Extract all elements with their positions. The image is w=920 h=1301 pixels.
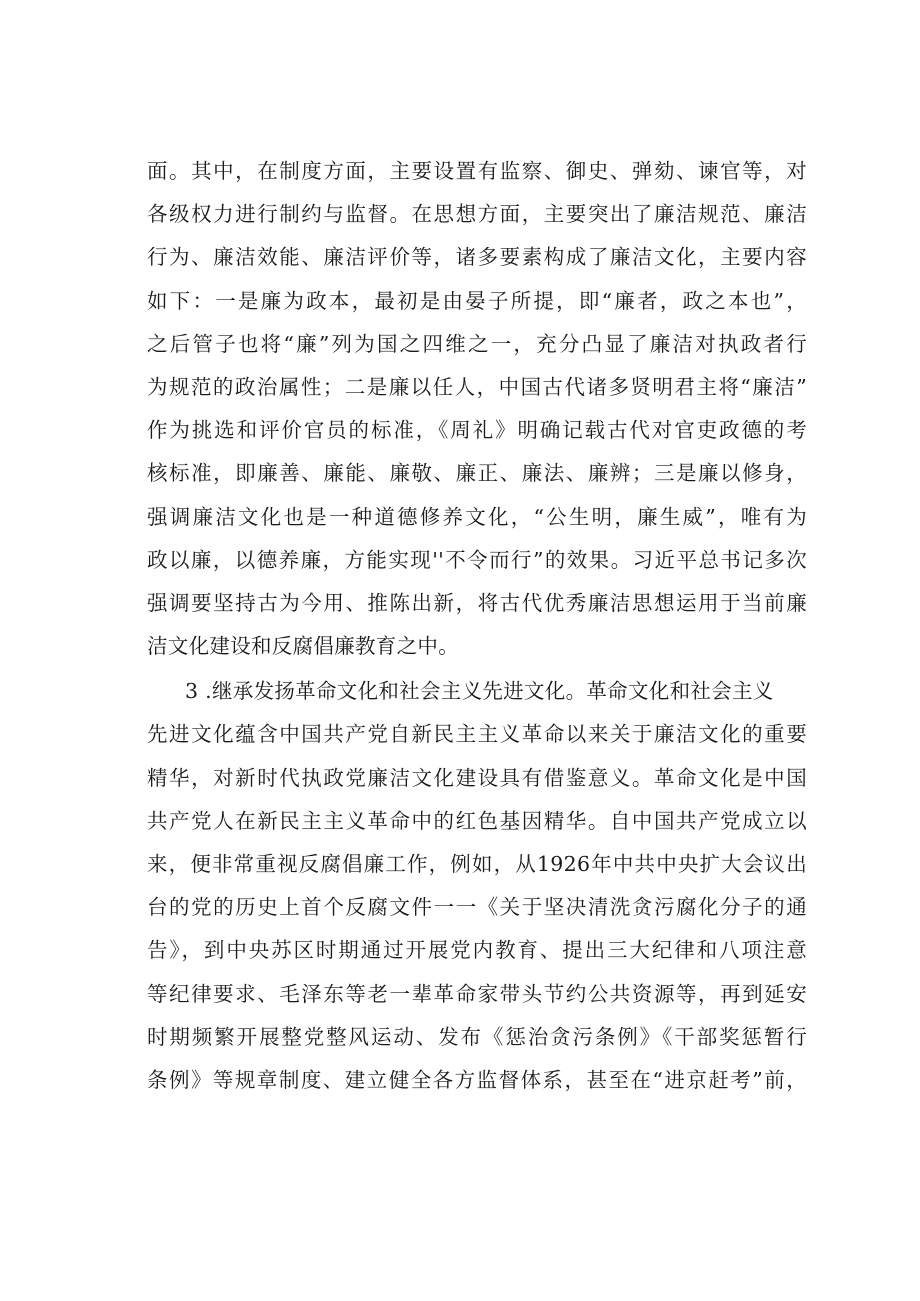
paragraph-line: 共产党人在新民主主义革命中的红色基因精华。自中国共产党成立以 xyxy=(147,808,807,833)
paragraph-line: 核标准，即廉善、廉能、廉敬、廉正、廉法、廉辨；三是廉以修身， xyxy=(147,461,807,486)
paragraph-line: 之后管子也将“廉”列为国之四维之一，充分凸显了廉洁对执政者行 xyxy=(147,331,807,356)
paragraph-line: 面。其中，在制度方面，主要设置有监察、御史、弹劾、谏官等，对 xyxy=(147,159,807,183)
paragraph-ancient-integrity-culture xyxy=(147,150,807,668)
paragraph-line: 时期频繁开展整党整风运动、发布《惩治贪污条例》《干部奖惩暂行 xyxy=(147,1024,807,1049)
paragraph-line: 台的党的历史上首个反腐文件一一《关于坚决清洗贪污腐化分子的通 xyxy=(147,895,807,920)
paragraph-line: 各级权力进行制约与监督。在思想方面，主要突出了廉洁规范、廉洁 xyxy=(147,202,807,227)
paragraph-revolutionary-culture xyxy=(147,670,807,1102)
paragraph-line: 作为挑选和评价官员的标准，《周礼》明确记载古代对官吏政德的考 xyxy=(147,418,807,443)
paragraph-line: 条例》等规章制度、建立健全各方监督体系，甚至在“进京赶考”前， xyxy=(147,1067,807,1092)
paragraph-line: 政以廉，以德养廉，方能实现''不令而行”的效果。习近平总书记多次 xyxy=(147,547,807,572)
paragraph-line: 强调廉洁文化也是一种道德修养文化，“公生明，廉生威”，唯有为 xyxy=(147,504,807,529)
paragraph-line: 先进文化蕴含中国共产党自新民主主义革命以来关于廉洁文化的重要 xyxy=(147,722,807,747)
paragraph-line: 精华，对新时代执政党廉洁文化建设具有借鉴意义。革命文化是中国 xyxy=(147,765,807,790)
paragraph-line: 强调要坚持古为今用、推陈出新，将古代优秀廉洁思想运用于当前廉 xyxy=(147,590,807,615)
paragraph-line: 洁文化建设和反腐倡廉教育之中。 xyxy=(147,634,459,659)
paragraph-line: 等纪律要求、毛泽东等老一辈革命家带头节约公共资源等，再到延安 xyxy=(147,981,807,1006)
paragraph-line: 行为、廉洁效能、廉洁评价等，诸多要素构成了廉洁文化，主要内容 xyxy=(147,245,807,270)
paragraph-line: 来，便非常重视反腐倡廉工作，例如，从1926年中共中央扩大会议出 xyxy=(147,852,807,876)
section-heading-line: 3 .继承发扬革命文化和社会主义先进文化。革命文化和社会主义 xyxy=(185,679,774,704)
document-body xyxy=(147,150,807,1102)
paragraph-line: 如下：一是廉为政本，最初是由晏子所提，即“廉者，政之本也”， xyxy=(147,288,807,313)
paragraph-line: 为规范的政治属性；二是廉以任人，中国古代诸多贤明君主将“廉洁” xyxy=(147,374,807,399)
paragraph-line: 告》，到中央苏区时期通过开展党内教育、提出三大纪律和八项注意 xyxy=(147,938,807,963)
